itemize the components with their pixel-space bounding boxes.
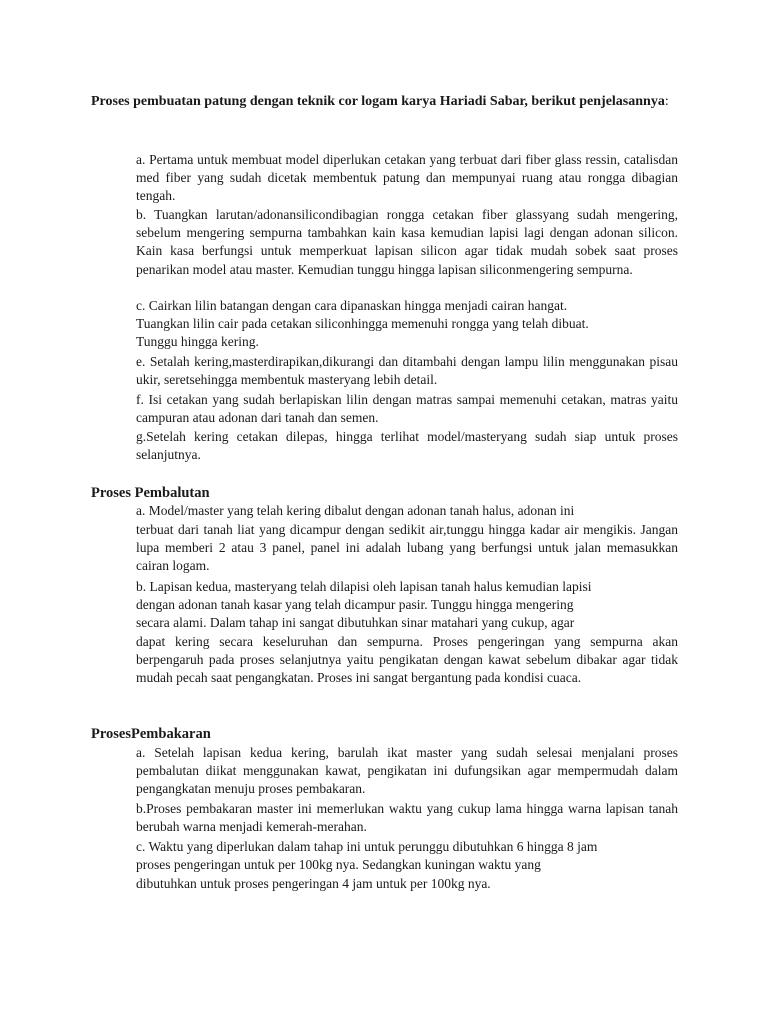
step-c-paragraph: c. Cairkan lilin batangan dengan cara dipanaskan hingga menjadi cairan hangat. (136, 298, 568, 313)
step-c-line-2: Tuangkan lilin cair pada cetakan siliconhingga memenuhi rongga yang telah dibuat. (136, 316, 589, 331)
pembakaran-c-line-3: dibutuhkan untuk proses pengeringan 4 jam untuk per 100kg nya. (136, 876, 491, 891)
intro-paragraph (91, 92, 678, 111)
pembakaran-c-line-1: c. Waktu yang diperlukan dalam tahap ini untuk perunggu dibutuhkan 6 hingga 8 jam (136, 839, 598, 854)
intro-colon: : (664, 94, 669, 109)
step-g-paragraph: g.Setelah kering cetakan dilepas, hingga terlihat model/masteryang sudah siap untuk proses selanjutnya. (136, 429, 678, 463)
pembakaran-c-line-2: proses pengeringan untuk per 100kg nya. Sedangkan kuningan waktu yang (136, 857, 541, 872)
pembakaran-a-paragraph: a. Setelah lapisan kedua kering, barulah ikat master yang sudah selesai menjalani proses pembalutan diikat menggunakan kawat, pengikatan ini dufungsikan agar mempermudah dalam pengangkatan menuju proses pembakaran. (136, 745, 678, 797)
intro-heading: Proses pembuatan patung dengan teknik cor logam karya Hariadi Sabar, berikut penjelasannya (91, 94, 665, 109)
section-title-pembalutan: Proses Pembalutan (91, 485, 210, 501)
step-c-line-3: Tunggu hingga kering. (136, 334, 259, 349)
pembalutan-b-paragraph: dapat kering secara keseluruhan dan sempurna. Proses pengeringan yang sempurna akan berpengaruh pada proses selanjutnya yaitu pengikatan dengan kawat sebelum dibakar agar tidak mudah pecah saat pengangkatan. Proses ini sangat bergantung pada kondisi cuaca. (136, 634, 678, 686)
step-b-paragraph: b. Tuangkan larutan/adonansilicondibagian rongga cetakan fiber glassyang sudah mengering, sebelum mengering sempurna tambahkan kain kasa kemudian lapisi lagi dengan adonan silicon. Kain kasa berfungsi untuk memperkuat lapisan silicon agar tidak mudah sobek saat proses penarikan model atau master. Kemudian tunggu hingga lapisan siliconmengering sempurna. (136, 207, 678, 277)
pembalutan-b-line-3: secara alami. Dalam tahap ini sangat dibutuhkan sinar matahari yang cukup, agar (136, 615, 575, 630)
pembalutan-a-paragraph: terbuat dari tanah liat yang dicampur dengan sedikit air,tunggu hingga kadar air mengikis. Jangan lupa memberi 2 atau 3 panel, panel ini adalah lubang yang berfungsi untuk jalan memasukkan cairan logam. (136, 522, 678, 574)
step-a-paragraph: a. Pertama untuk membuat model diperlukan cetakan yang terbuat dari fiber glass ressin, catalisdan med fiber yang sudah dicetak membentuk patung dan mempunyai ruang atau rongga dibagian tengah. (136, 152, 678, 204)
pembalutan-b-line-2: dengan adonan tanah kasar yang telah dicampur pasir. Tunggu hingga mengering (136, 597, 574, 612)
pembakaran-b-paragraph: b.Proses pembakaran master ini memerlukan waktu yang cukup lama hingga warna lapisan tanah berubah warna menjadi kemerah-merahan. (136, 801, 678, 835)
step-e-paragraph: e. Setalah kering,masterdirapikan,dikurangi dan ditambahi dengan lampu lilin menggunakan pisau ukir, seretsehingga membentuk masteryang lebih detail. (136, 354, 678, 388)
section-title-pembakaran: ProsesPembakaran (91, 726, 211, 742)
pembalutan-a-line-1: a. Model/master yang telah kering dibalut dengan adonan tanah halus, adonan ini (136, 503, 575, 518)
pembalutan-b-line-1: b. Lapisan kedua, masteryang telah dilapisi oleh lapisan tanah halus kemudian lapisi (136, 579, 592, 594)
step-f-paragraph: f. Isi cetakan yang sudah berlapiskan lilin dengan matras sampai memenuhi cetakan, matras yaitu campuran atau adonan dari tanah dan semen. (136, 392, 678, 426)
